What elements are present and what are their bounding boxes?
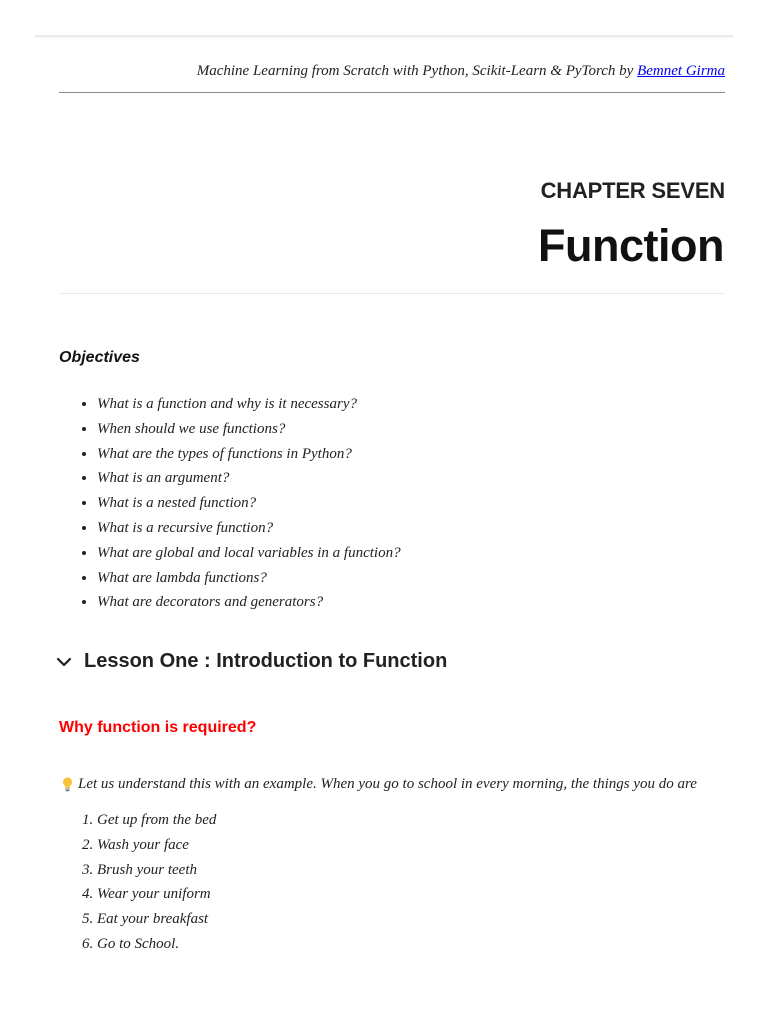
intro-paragraph xyxy=(62,776,697,793)
list-item: • What are lambda functions? xyxy=(97,566,401,591)
intro-text: Let us understand this with an example. When you go to school in every morning, the things you do are xyxy=(78,776,697,792)
steps-list xyxy=(59,808,216,957)
list-item: • What is an argument? xyxy=(97,466,401,491)
book-byline xyxy=(197,63,725,80)
list-item: • What are global and local variables in a function? xyxy=(97,541,401,566)
list-item: 4. Wear your uniform xyxy=(97,882,216,907)
list-item: 3. Brush your teeth xyxy=(97,858,216,883)
list-item: • What are the types of functions in Python? xyxy=(97,442,401,467)
list-item: • What is a recursive function? xyxy=(97,516,401,541)
objectives-list xyxy=(59,392,401,615)
chevron-down-icon[interactable] xyxy=(53,651,75,673)
top-divider xyxy=(35,35,733,38)
list-item: • What is a function and why is it necessary? xyxy=(97,392,401,417)
objectives-heading: Objectives xyxy=(59,349,140,366)
chapter-label: CHAPTER SEVEN xyxy=(540,178,725,203)
header-rule xyxy=(59,92,725,93)
list-item: 1. Get up from the bed xyxy=(97,808,216,833)
list-item: • What is a nested function? xyxy=(97,491,401,516)
list-item: 5. Eat your breakfast xyxy=(97,907,216,932)
author-link[interactable]: Bemnet Girma xyxy=(637,63,725,79)
lightbulb-icon xyxy=(62,777,73,792)
list-item: • What are decorators and generators? xyxy=(97,590,401,615)
lesson-toggle[interactable] xyxy=(53,650,447,673)
title-rule xyxy=(59,293,725,294)
section-heading: Why function is required? xyxy=(59,719,257,736)
byline-text: Machine Learning from Scratch with Python, Scikit-Learn & PyTorch by xyxy=(196,63,638,79)
list-item: 2. Wash your face xyxy=(97,833,216,858)
page-title: Function xyxy=(538,220,724,271)
list-item: 6. Go to School. xyxy=(97,932,216,957)
list-item: • When should we use functions? xyxy=(97,417,401,442)
lesson-title[interactable]: Lesson One : Introduction to Function xyxy=(84,650,448,672)
